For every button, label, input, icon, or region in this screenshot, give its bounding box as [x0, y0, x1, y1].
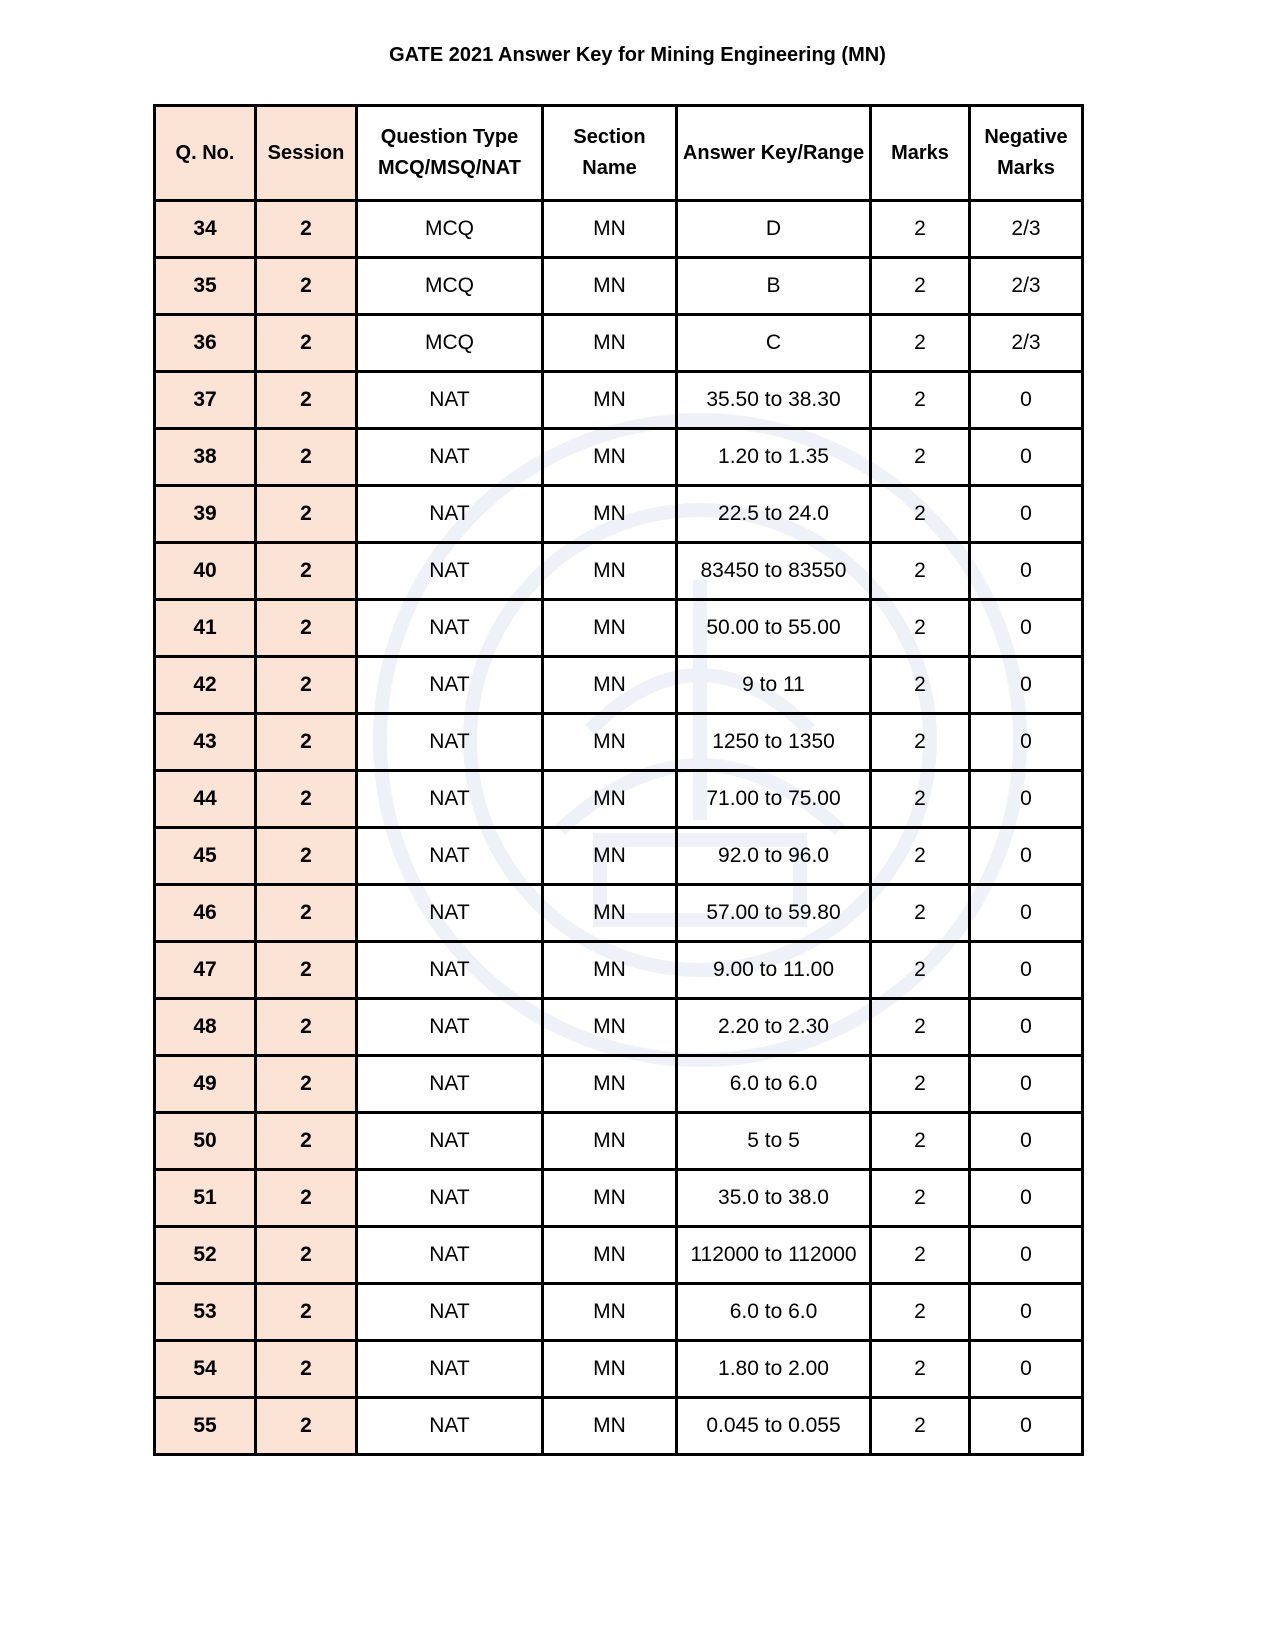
cell-negative-marks: 0	[970, 600, 1083, 657]
cell-qno: 36	[155, 315, 256, 372]
table-row	[155, 543, 1083, 600]
cell-qno: 40	[155, 543, 256, 600]
cell-negative-marks: 2/3	[970, 315, 1083, 372]
table-row	[155, 486, 1083, 543]
cell-section-name: MN	[543, 543, 677, 600]
cell-question-type: NAT	[357, 1341, 543, 1398]
cell-section-name: MN	[543, 486, 677, 543]
cell-negative-marks: 0	[970, 1113, 1083, 1170]
table-row	[155, 1170, 1083, 1227]
cell-section-name: MN	[543, 714, 677, 771]
cell-qno: 45	[155, 828, 256, 885]
table-row	[155, 1227, 1083, 1284]
cell-answer-key: 50.00 to 55.00	[677, 600, 871, 657]
cell-question-type: NAT	[357, 600, 543, 657]
cell-section-name: MN	[543, 771, 677, 828]
cell-marks: 2	[871, 486, 970, 543]
table-row	[155, 1341, 1083, 1398]
cell-qno: 53	[155, 1284, 256, 1341]
cell-session: 2	[256, 258, 357, 315]
header-answer-key: Answer Key/Range	[677, 106, 871, 201]
cell-section-name: MN	[543, 315, 677, 372]
cell-session: 2	[256, 486, 357, 543]
cell-qno: 50	[155, 1113, 256, 1170]
cell-answer-key: 71.00 to 75.00	[677, 771, 871, 828]
cell-question-type: NAT	[357, 429, 543, 486]
table-row	[155, 372, 1083, 429]
cell-answer-key: 1.20 to 1.35	[677, 429, 871, 486]
cell-answer-key: 1.80 to 2.00	[677, 1341, 871, 1398]
cell-qno: 35	[155, 258, 256, 315]
cell-negative-marks: 0	[970, 828, 1083, 885]
table-row	[155, 828, 1083, 885]
cell-negative-marks: 2/3	[970, 258, 1083, 315]
cell-question-type: MCQ	[357, 258, 543, 315]
cell-qno: 48	[155, 999, 256, 1056]
cell-negative-marks: 0	[970, 1170, 1083, 1227]
cell-qno: 49	[155, 1056, 256, 1113]
cell-question-type: NAT	[357, 486, 543, 543]
cell-question-type: NAT	[357, 657, 543, 714]
cell-section-name: MN	[543, 657, 677, 714]
cell-negative-marks: 0	[970, 1341, 1083, 1398]
cell-answer-key: 9.00 to 11.00	[677, 942, 871, 999]
cell-answer-key: 5 to 5	[677, 1113, 871, 1170]
cell-section-name: MN	[543, 1170, 677, 1227]
cell-marks: 2	[871, 942, 970, 999]
table-row	[155, 1398, 1083, 1455]
cell-negative-marks: 0	[970, 1398, 1083, 1455]
cell-session: 2	[256, 942, 357, 999]
cell-session: 2	[256, 657, 357, 714]
cell-question-type: NAT	[357, 1056, 543, 1113]
cell-section-name: MN	[543, 1056, 677, 1113]
cell-negative-marks: 0	[970, 942, 1083, 999]
cell-section-name: MN	[543, 828, 677, 885]
cell-question-type: NAT	[357, 372, 543, 429]
cell-session: 2	[256, 1170, 357, 1227]
cell-negative-marks: 0	[970, 372, 1083, 429]
cell-marks: 2	[871, 1056, 970, 1113]
cell-session: 2	[256, 543, 357, 600]
cell-answer-key: 6.0 to 6.0	[677, 1056, 871, 1113]
cell-marks: 2	[871, 657, 970, 714]
cell-question-type: NAT	[357, 1284, 543, 1341]
cell-negative-marks: 0	[970, 999, 1083, 1056]
cell-session: 2	[256, 714, 357, 771]
header-section-name: Section Name	[543, 106, 677, 201]
cell-marks: 2	[871, 885, 970, 942]
table-row	[155, 657, 1083, 714]
cell-section-name: MN	[543, 1284, 677, 1341]
header-qno: Q. No.	[155, 106, 256, 201]
cell-answer-key: 1250 to 1350	[677, 714, 871, 771]
cell-section-name: MN	[543, 429, 677, 486]
cell-session: 2	[256, 1056, 357, 1113]
cell-marks: 2	[871, 1398, 970, 1455]
cell-negative-marks: 0	[970, 1284, 1083, 1341]
cell-question-type: NAT	[357, 714, 543, 771]
cell-qno: 37	[155, 372, 256, 429]
cell-marks: 2	[871, 714, 970, 771]
cell-qno: 41	[155, 600, 256, 657]
cell-session: 2	[256, 771, 357, 828]
cell-qno: 39	[155, 486, 256, 543]
cell-question-type: NAT	[357, 885, 543, 942]
cell-negative-marks: 0	[970, 1227, 1083, 1284]
cell-answer-key: 112000 to 112000	[677, 1227, 871, 1284]
cell-qno: 54	[155, 1341, 256, 1398]
cell-marks: 2	[871, 258, 970, 315]
cell-marks: 2	[871, 771, 970, 828]
cell-section-name: MN	[543, 1398, 677, 1455]
cell-marks: 2	[871, 1341, 970, 1398]
cell-negative-marks: 0	[970, 885, 1083, 942]
cell-qno: 34	[155, 201, 256, 258]
table-row	[155, 714, 1083, 771]
cell-question-type: NAT	[357, 828, 543, 885]
cell-session: 2	[256, 1113, 357, 1170]
cell-answer-key: D	[677, 201, 871, 258]
cell-question-type: NAT	[357, 1227, 543, 1284]
cell-answer-key: C	[677, 315, 871, 372]
cell-qno: 47	[155, 942, 256, 999]
header-question-type: Question Type MCQ/MSQ/NAT	[357, 106, 543, 201]
cell-section-name: MN	[543, 372, 677, 429]
table-row	[155, 1113, 1083, 1170]
cell-marks: 2	[871, 429, 970, 486]
table-row	[155, 258, 1083, 315]
cell-negative-marks: 0	[970, 1056, 1083, 1113]
cell-question-type: NAT	[357, 1113, 543, 1170]
table-row	[155, 942, 1083, 999]
cell-session: 2	[256, 885, 357, 942]
cell-session: 2	[256, 1227, 357, 1284]
cell-session: 2	[256, 315, 357, 372]
table-row	[155, 315, 1083, 372]
header-row	[155, 106, 1083, 201]
cell-answer-key: 22.5 to 24.0	[677, 486, 871, 543]
cell-qno: 46	[155, 885, 256, 942]
table-row	[155, 885, 1083, 942]
cell-question-type: NAT	[357, 1398, 543, 1455]
cell-qno: 38	[155, 429, 256, 486]
cell-answer-key: 35.0 to 38.0	[677, 1170, 871, 1227]
cell-marks: 2	[871, 1113, 970, 1170]
cell-section-name: MN	[543, 1227, 677, 1284]
table-row	[155, 429, 1083, 486]
table-row	[155, 201, 1083, 258]
cell-question-type: NAT	[357, 1170, 543, 1227]
cell-session: 2	[256, 1284, 357, 1341]
cell-qno: 52	[155, 1227, 256, 1284]
cell-section-name: MN	[543, 258, 677, 315]
cell-section-name: MN	[543, 600, 677, 657]
page-title: GATE 2021 Answer Key for Mining Engineering (MN)	[389, 44, 886, 66]
cell-marks: 2	[871, 600, 970, 657]
cell-qno: 43	[155, 714, 256, 771]
cell-marks: 2	[871, 201, 970, 258]
cell-negative-marks: 0	[970, 429, 1083, 486]
cell-question-type: NAT	[357, 771, 543, 828]
cell-section-name: MN	[543, 942, 677, 999]
cell-answer-key: 0.045 to 0.055	[677, 1398, 871, 1455]
cell-question-type: NAT	[357, 999, 543, 1056]
cell-answer-key: 92.0 to 96.0	[677, 828, 871, 885]
cell-marks: 2	[871, 1170, 970, 1227]
cell-session: 2	[256, 429, 357, 486]
cell-answer-key: 6.0 to 6.0	[677, 1284, 871, 1341]
cell-marks: 2	[871, 315, 970, 372]
cell-session: 2	[256, 999, 357, 1056]
cell-session: 2	[256, 600, 357, 657]
cell-session: 2	[256, 201, 357, 258]
header-session: Session	[256, 106, 357, 201]
header-negative-marks: Negative Marks	[970, 106, 1083, 201]
cell-answer-key: 2.20 to 2.30	[677, 999, 871, 1056]
cell-qno: 42	[155, 657, 256, 714]
table-row	[155, 999, 1083, 1056]
cell-marks: 2	[871, 372, 970, 429]
cell-section-name: MN	[543, 1341, 677, 1398]
table-row	[155, 1284, 1083, 1341]
cell-session: 2	[256, 828, 357, 885]
cell-negative-marks: 0	[970, 771, 1083, 828]
table-row	[155, 1056, 1083, 1113]
cell-section-name: MN	[543, 999, 677, 1056]
cell-section-name: MN	[543, 1113, 677, 1170]
cell-negative-marks: 0	[970, 657, 1083, 714]
cell-answer-key: 83450 to 83550	[677, 543, 871, 600]
cell-qno: 51	[155, 1170, 256, 1227]
cell-session: 2	[256, 1341, 357, 1398]
cell-negative-marks: 0	[970, 543, 1083, 600]
cell-session: 2	[256, 372, 357, 429]
cell-section-name: MN	[543, 885, 677, 942]
cell-marks: 2	[871, 1227, 970, 1284]
cell-negative-marks: 0	[970, 714, 1083, 771]
header-marks: Marks	[871, 106, 970, 201]
table-row	[155, 771, 1083, 828]
table-body	[155, 201, 1083, 1455]
cell-answer-key: B	[677, 258, 871, 315]
cell-question-type: NAT	[357, 942, 543, 999]
cell-marks: 2	[871, 828, 970, 885]
cell-answer-key: 35.50 to 38.30	[677, 372, 871, 429]
cell-question-type: MCQ	[357, 201, 543, 258]
cell-qno: 44	[155, 771, 256, 828]
answer-key-table	[153, 104, 1084, 1456]
cell-answer-key: 57.00 to 59.80	[677, 885, 871, 942]
cell-marks: 2	[871, 999, 970, 1056]
cell-marks: 2	[871, 543, 970, 600]
cell-section-name: MN	[543, 201, 677, 258]
cell-negative-marks: 2/3	[970, 201, 1083, 258]
cell-question-type: MCQ	[357, 315, 543, 372]
cell-marks: 2	[871, 1284, 970, 1341]
cell-answer-key: 9 to 11	[677, 657, 871, 714]
cell-session: 2	[256, 1398, 357, 1455]
cell-question-type: NAT	[357, 543, 543, 600]
cell-qno: 55	[155, 1398, 256, 1455]
cell-negative-marks: 0	[970, 486, 1083, 543]
table-row	[155, 600, 1083, 657]
